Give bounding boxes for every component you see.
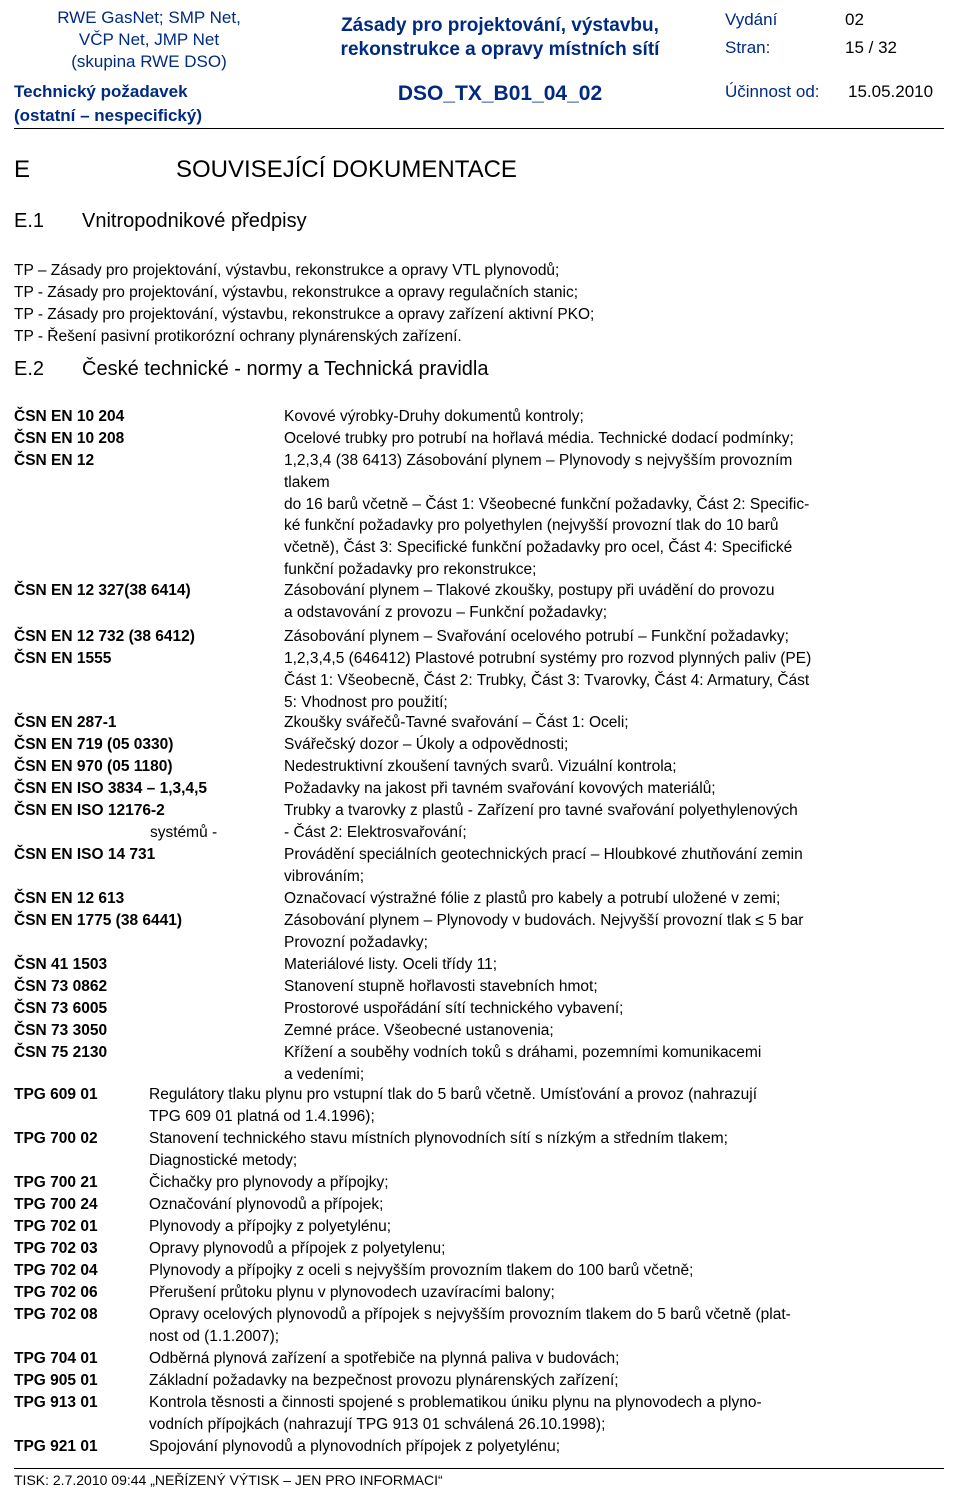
norm-description: 5: Vhodnost pro použití; (284, 693, 448, 711)
page-label: Stran: (725, 38, 771, 57)
tpg-code: TPG 704 01 (14, 1350, 98, 1367)
norm-code: ČSN EN ISO 12176-2 (14, 802, 165, 819)
tpg-description: Opravy plynovodů a přípojek z polyetylenu; (149, 1240, 446, 1257)
norm-code: ČSN EN 1775 (38 6441) (14, 912, 183, 929)
page-value: 15 / 32 (845, 38, 897, 57)
tpg-description: Diagnostické metody; (149, 1151, 298, 1169)
tpg-code: TPG 702 06 (14, 1284, 98, 1301)
tpg-code: TPG 702 08 (14, 1306, 98, 1323)
norm-description: funkční požadavky pro rekonstrukce; (284, 561, 537, 578)
norm-description: tlakem (284, 473, 330, 491)
tpg-code: TPG 913 01 (14, 1394, 98, 1411)
norm-description: Kovové výrobky-Druhy dokumentů kontroly; (284, 408, 584, 425)
tpg-description: Přerušení průtoku plynu v plynovodech uzavíracími balony; (149, 1284, 555, 1301)
effective-label: Účinnost od: (725, 82, 820, 101)
section-title: SOUVISEJÍCÍ DOKUMENTACE (176, 156, 517, 183)
norm-description: Zkoušky svářečů-Tavné svařování – Část 1: Oceli; (284, 714, 629, 731)
norm-description: Materiálové listy. Oceli třídy 11; (284, 956, 498, 973)
norm-description: - Část 2: Elektrosvařování; (284, 823, 467, 841)
company-line-1: RWE GasNet; SMP Net, (57, 8, 241, 27)
norm-code: ČSN EN 10 208 (14, 430, 125, 447)
norm-code: systémů - (150, 823, 218, 841)
norm-description: Stanovení stupně hořlavosti stavebních hmot; (284, 978, 598, 995)
norm-code: ČSN EN 10 204 (14, 408, 125, 425)
norm-description: Požadavky na jakost při tavném svařování kovových materiálů; (284, 780, 716, 797)
tpg-description: Opravy ocelových plynovodů a přípojek s nejvyšším provozním tlakem do 5 barů včetně (plat- (149, 1306, 791, 1323)
norm-description: Křížení a souběhy vodních toků s dráhami, pozemními komunikacemi (284, 1044, 762, 1061)
tp-line: TP – Zásady pro projektování, výstavbu, rekonstrukce a opravy VTL plynovodů; (14, 262, 560, 279)
norm-description: Svářečský dozor – Úkoly a odpovědnosti; (284, 736, 569, 753)
norm-description: a odstavování z provozu – Funkční požadavky; (284, 603, 608, 621)
tpg-description: Základní požadavky na bezpečnost provozu plynárenských zařízení; (149, 1372, 619, 1389)
norm-code: ČSN EN 287-1 (14, 714, 117, 731)
norm-description: Označovací výstražné fólie z plastů pro kabely a potrubí uložené v zemi; (284, 890, 781, 907)
print-footer: TISK: 2.7.2010 09:44 „NEŘÍZENÝ VÝTISK – JEN PRO INFORMACI“ (14, 1472, 443, 1488)
tpg-code: TPG 702 01 (14, 1218, 98, 1235)
tp-line: TP - Zásady pro projektování, výstavbu, rekonstrukce a opravy regulačních stanic; (14, 284, 579, 301)
norm-description: do 16 barů včetně – Část 1: Všeobecné funkční požadavky, Část 2: Specific- (284, 495, 810, 513)
company-line-3: (skupina RWE DSO) (71, 52, 227, 71)
doc-type-line-1: Technický požadavek (14, 82, 188, 101)
norm-description: vibrováním; (284, 867, 365, 885)
tpg-description: TPG 609 01 platná od 1.4.1996); (149, 1107, 375, 1125)
norm-code: ČSN EN 12 613 (14, 890, 125, 907)
section-letter: E (14, 156, 31, 183)
norm-description: Zemné práce. Všeobecné ustanovenia; (284, 1022, 554, 1039)
tpg-description: vodních přípojkách (nahrazují TPG 913 01 schválená 26.10.1998); (149, 1415, 606, 1433)
norm-description: 1,2,3,4,5 (646412) Plastové potrubní systémy pro rozvod plynných paliv (PE) (284, 650, 812, 667)
norm-code: ČSN 75 2130 (14, 1044, 108, 1061)
norm-description: Provádění speciálních geotechnických prací – Hloubkové zhutňování zemin (284, 846, 803, 863)
norm-description: Prostorové uspořádání sítí technického vybavení; (284, 1000, 624, 1017)
doc-title-line-2: rekonstrukce a opravy místních sítí (340, 39, 660, 60)
subsection-2-title: České technické - normy a Technická pravidla (82, 358, 489, 380)
tpg-description: Stanovení technického stavu místních plynovodních sítí s nízkým a středním tlakem; (149, 1130, 728, 1147)
tpg-code: TPG 702 04 (14, 1262, 98, 1279)
tpg-code: TPG 609 01 (14, 1086, 98, 1103)
norm-description: Zásobování plynem – Plynovody v budovách. Nejvyšší provozní tlak ≤ 5 bar (284, 912, 804, 929)
header-divider (14, 128, 944, 129)
subsection-1-number: E.1 (14, 210, 45, 232)
norm-code: ČSN 73 0862 (14, 978, 108, 995)
subsection-1-title: Vnitropodnikové předpisy (82, 210, 307, 232)
tpg-description: Kontrola těsnosti a činnosti spojené s problematikou úniku plynu na plynovodech a plyno- (149, 1394, 762, 1411)
tpg-description: Regulátory tlaku plynu pro vstupní tlak do 5 barů včetně. Umísťování a provoz (nahrazují (149, 1086, 758, 1103)
tpg-description: Spojování plynovodů a plynovodních přípojek z polyetylénu; (149, 1438, 561, 1455)
tpg-description: Čichačky pro plynovody a přípojky; (149, 1174, 389, 1191)
norm-description: včetně), Část 3: Specifické funkční požadavky pro ocel, Část 4: Specifické (284, 539, 793, 557)
tpg-code: TPG 700 24 (14, 1196, 98, 1213)
norm-description: Provozní požadavky; (284, 933, 428, 951)
tpg-description: Odběrná plynová zařízení a spotřebiče na plynná paliva v budovách; (149, 1350, 620, 1367)
tpg-description: nost od (1.1.2007); (149, 1327, 280, 1345)
tpg-code: TPG 700 21 (14, 1174, 98, 1191)
norm-code: ČSN EN 719 (05 0330) (14, 736, 174, 753)
norm-code: ČSN EN 12 732 (38 6412) (14, 628, 195, 645)
norm-code: ČSN 73 3050 (14, 1022, 108, 1039)
tpg-code: TPG 921 01 (14, 1438, 98, 1455)
tp-line: TP - Zásady pro projektování, výstavbu, rekonstrukce a opravy zařízení aktivní PKO; (14, 306, 595, 323)
norm-description: a vedeními; (284, 1065, 365, 1083)
norm-code: ČSN 41 1503 (14, 956, 108, 973)
norm-code: ČSN EN 1555 (14, 650, 112, 667)
doc-type-line-2: (ostatní – nespecifický) (14, 106, 203, 125)
edition-label: Vydání (725, 10, 778, 29)
norm-description: ké funkční požadavky pro polyethylen (nejvyšší provozní tlak do 10 barů (284, 517, 779, 535)
norm-code: ČSN EN ISO 14 731 (14, 846, 156, 863)
doc-title-line-1: Zásady pro projektování, výstavbu, (341, 15, 659, 36)
edition-value: 02 (845, 10, 864, 29)
tpg-code: TPG 905 01 (14, 1372, 98, 1389)
norm-description: Nedestruktivní zkoušení tavných svarů. Vizuální kontrola; (284, 758, 677, 775)
norm-code: ČSN EN 12 327(38 6414) (14, 582, 191, 599)
footer-divider (14, 1468, 944, 1469)
doc-code: DSO_TX_B01_04_02 (397, 82, 603, 105)
norm-code: ČSN EN ISO 3834 – 1,3,4,5 (14, 780, 207, 797)
norm-description: Zásobování plynem – Svařování ocelového potrubí – Funkční požadavky; (284, 628, 789, 645)
norm-description: Část 1: Všeobecně, Část 2: Trubky, Část 3: Tvarovky, Část 4: Armatury, Část (284, 671, 810, 689)
tpg-description: Označování plynovodů a přípojek; (149, 1196, 384, 1213)
norm-description: Zásobování plynem – Tlakové zkoušky, postupy při uvádění do provozu (284, 582, 775, 599)
norm-description: 1,2,3,4 (38 6413) Zásobování plynem – Plynovody s nejvyšším provozním (284, 452, 793, 469)
tpg-code: TPG 702 03 (14, 1240, 98, 1257)
norm-code: ČSN EN 12 (14, 452, 95, 469)
effective-value: 15.05.2010 (848, 82, 934, 101)
tpg-code: TPG 700 02 (14, 1130, 98, 1147)
norm-code: ČSN 73 6005 (14, 1000, 108, 1017)
norm-description: Trubky a tvarovky z plastů - Zařízení pro tavné svařování polyethylenových (284, 802, 798, 819)
tp-line: TP - Řešení pasivní protikorózní ochrany plynárenských zařízení. (14, 328, 462, 345)
tpg-description: Plynovody a přípojky z polyetylénu; (149, 1218, 392, 1235)
tpg-description: Plynovody a přípojky z oceli s nejvyšším provozním tlakem do 100 barů včetně; (149, 1262, 694, 1279)
company-line-2: VČP Net, JMP Net (78, 30, 220, 49)
norm-description: Ocelové trubky pro potrubí na hořlavá média. Technické dodací podmínky; (284, 430, 794, 447)
norm-code: ČSN EN 970 (05 1180) (14, 758, 173, 775)
document-header (0, 0, 960, 130)
subsection-2-number: E.2 (14, 358, 45, 380)
